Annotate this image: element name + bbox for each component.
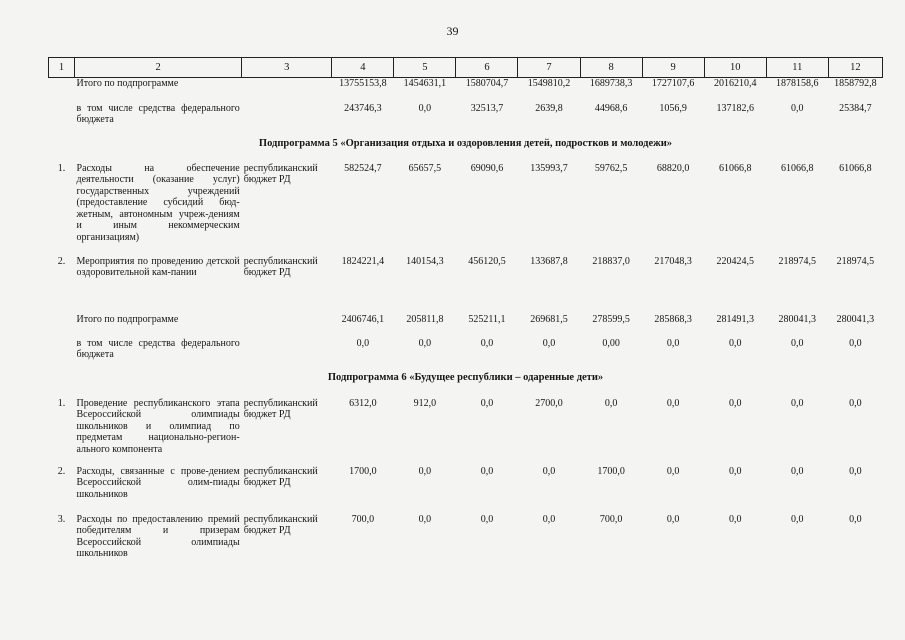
col-header: 2 (75, 58, 242, 78)
table-row (49, 163, 883, 256)
table-row (49, 398, 883, 466)
value-cell: 59762,5 (594, 162, 628, 174)
value-cell: 0,0 (728, 397, 742, 409)
col-header: 6 (456, 58, 518, 78)
value-cell: 218974,5 (778, 255, 817, 267)
row-name: Проведение республиканского этапа Всероссийской олимпиады школьников и олимпиад по предметам национально-регион-ального компонента (76, 397, 240, 455)
value-cell: 0,0 (849, 337, 862, 349)
col-header: 4 (332, 58, 394, 78)
value-cell: 0,0 (791, 397, 804, 409)
col-header: 12 (828, 58, 882, 78)
table-row (49, 514, 883, 564)
value-cell: 0,0 (791, 513, 804, 525)
value-cell: 2016210,4 (713, 78, 757, 89)
funding-source: республиканский бюджет РД (243, 465, 318, 488)
row-name: Итого по подпрограмме (76, 78, 179, 89)
section-header-row (49, 138, 883, 163)
value-cell: 61066,8 (718, 162, 752, 174)
table-row (49, 466, 883, 514)
value-cell: 0,0 (480, 513, 494, 525)
value-cell: 1858792,8 (834, 78, 877, 89)
value-cell: 0,0 (480, 397, 494, 409)
row-name: Итого по подпрограмме (76, 313, 179, 325)
value-cell: 0,0 (542, 465, 556, 477)
value-cell: 68820,0 (656, 162, 690, 174)
funding-source (242, 78, 332, 103)
value-cell: 269681,5 (530, 313, 568, 325)
row-name: Мероприятия по проведению детской оздоровительной кам-пании (76, 255, 240, 278)
table-row (49, 103, 883, 138)
col-header: 5 (394, 58, 456, 78)
page-number: 39 (446, 24, 459, 38)
row-number (49, 78, 75, 103)
value-cell: 0,0 (542, 513, 556, 525)
value-cell: 0,0 (728, 465, 742, 477)
value-cell: 133687,8 (530, 255, 568, 267)
value-cell: 0,0 (418, 513, 432, 525)
budget-table (48, 57, 883, 564)
value-cell: 0,0 (666, 337, 680, 349)
funding-source: республиканский бюджет РД (243, 513, 318, 536)
value-cell: 0,0 (418, 337, 432, 349)
value-cell: 205811,8 (406, 313, 444, 325)
value-cell: 44968,6 (594, 102, 628, 114)
value-cell: 1824221,4 (341, 255, 385, 267)
value-cell: 61066,8 (839, 162, 872, 174)
table-row (49, 314, 883, 338)
value-cell: 0,0 (849, 513, 862, 525)
section-title: Подпрограмма 6 «Будущее республики – одаренные дети» (327, 371, 604, 383)
table-body (49, 78, 883, 564)
col-header: 10 (704, 58, 766, 78)
value-cell: 456120,5 (468, 255, 506, 267)
value-cell: 278599,5 (592, 313, 630, 325)
value-cell: 0,0 (666, 513, 680, 525)
value-cell: 0,0 (418, 102, 432, 114)
value-cell: 0,0 (666, 397, 680, 409)
table-row (49, 78, 883, 103)
value-cell: 69090,6 (470, 162, 504, 174)
row-number (49, 103, 75, 138)
value-cell: 0,0 (418, 465, 432, 477)
row-number: 2. (57, 255, 66, 267)
col-header: 3 (242, 58, 332, 78)
value-cell: 137182,6 (716, 102, 754, 114)
value-cell: 0,0 (849, 465, 862, 477)
value-cell: 1580704,7 (465, 78, 509, 89)
value-cell: 1549810,2 (527, 78, 571, 89)
row-name: в том числе средства федерального бюджета (76, 102, 240, 125)
value-cell: 281491,3 (716, 313, 754, 325)
col-header: 9 (642, 58, 704, 78)
funding-source (242, 314, 332, 338)
value-cell: 0,0 (849, 397, 862, 409)
col-header: 8 (580, 58, 642, 78)
value-cell: 0,0 (356, 337, 370, 349)
row-name: в том числе средства федерального бюджета (76, 337, 240, 360)
value-cell: 0,0 (791, 102, 804, 114)
table-row (49, 338, 883, 372)
value-cell: 13755153,8 (339, 78, 387, 89)
value-cell: 285868,3 (654, 313, 692, 325)
value-cell: 582524,7 (344, 162, 382, 174)
value-cell: 2639,8 (535, 102, 563, 114)
value-cell: 525211,1 (468, 313, 506, 325)
value-cell: 1700,0 (349, 465, 377, 477)
funding-source: республиканский бюджет РД (243, 255, 318, 278)
section-title: Подпрограмма 5 «Организация отдыха и оздоровления детей, подростков и молодежи» (258, 137, 673, 149)
value-cell: 6312,0 (349, 397, 377, 409)
value-cell: 0,0 (480, 465, 494, 477)
value-cell: 218837,0 (592, 255, 630, 267)
row-number: 3. (57, 513, 66, 525)
row-number: 2. (57, 465, 66, 477)
value-cell: 1700,0 (597, 465, 625, 477)
row-name: Расходы по предоставлению премий победителям и призерам Всероссийской олимпиады школьников (76, 513, 240, 559)
value-cell: 243746,3 (344, 102, 382, 114)
value-cell: 0,00 (602, 337, 620, 349)
value-cell: 65657,5 (408, 162, 442, 174)
value-cell: 0,0 (666, 465, 680, 477)
value-cell: 25384,7 (839, 102, 872, 114)
col-header: 1 (49, 58, 75, 78)
row-name: Расходы на обеспечение деятельности (оказание услуг) государственных учреждений (предоставление субсидий бюд-жетным, автономным учреж-дениям и иным некоммерческим организациям) (76, 162, 240, 243)
value-cell: 1454631,1 (403, 78, 447, 89)
funding-source: республиканский бюджет РД (243, 397, 318, 420)
value-cell: 700,0 (351, 513, 375, 525)
value-cell: 135993,7 (530, 162, 568, 174)
value-cell: 0,0 (791, 337, 804, 349)
value-cell: 2700,0 (535, 397, 563, 409)
col-header: 11 (766, 58, 828, 78)
row-number (49, 314, 75, 338)
value-cell: 0,0 (542, 337, 556, 349)
section-header-row (49, 372, 883, 398)
value-cell: 218974,5 (836, 255, 875, 267)
value-cell: 1056,9 (659, 102, 687, 114)
value-cell: 61066,8 (781, 162, 814, 174)
value-cell: 220424,5 (716, 255, 754, 267)
table-row (49, 256, 883, 314)
value-cell: 0,0 (728, 513, 742, 525)
value-cell: 0,0 (604, 397, 618, 409)
value-cell: 280041,3 (778, 313, 817, 325)
value-cell: 912,0 (413, 397, 437, 409)
value-cell: 0,0 (728, 337, 742, 349)
value-cell: 700,0 (599, 513, 623, 525)
value-cell: 140154,3 (406, 255, 444, 267)
row-number: 1. (57, 397, 66, 409)
value-cell: 1689738,3 (589, 78, 633, 89)
value-cell: 217048,3 (654, 255, 692, 267)
funding-source (242, 103, 332, 138)
value-cell: 2406746,1 (341, 313, 385, 325)
value-cell: 0,0 (791, 465, 804, 477)
value-cell: 1727107,6 (651, 78, 695, 89)
row-number (49, 338, 75, 372)
col-header: 7 (518, 58, 580, 78)
column-header-row (49, 58, 883, 78)
funding-source: республиканский бюджет РД (243, 162, 318, 185)
funding-source (242, 338, 332, 372)
value-cell: 1878158,6 (776, 78, 819, 89)
row-number: 1. (57, 162, 66, 174)
row-name: Расходы, связанные с прове-дением Всероссийской олим-пиады школьников (76, 465, 240, 500)
value-cell: 0,0 (480, 337, 494, 349)
value-cell: 280041,3 (836, 313, 875, 325)
value-cell: 32513,7 (470, 102, 504, 114)
